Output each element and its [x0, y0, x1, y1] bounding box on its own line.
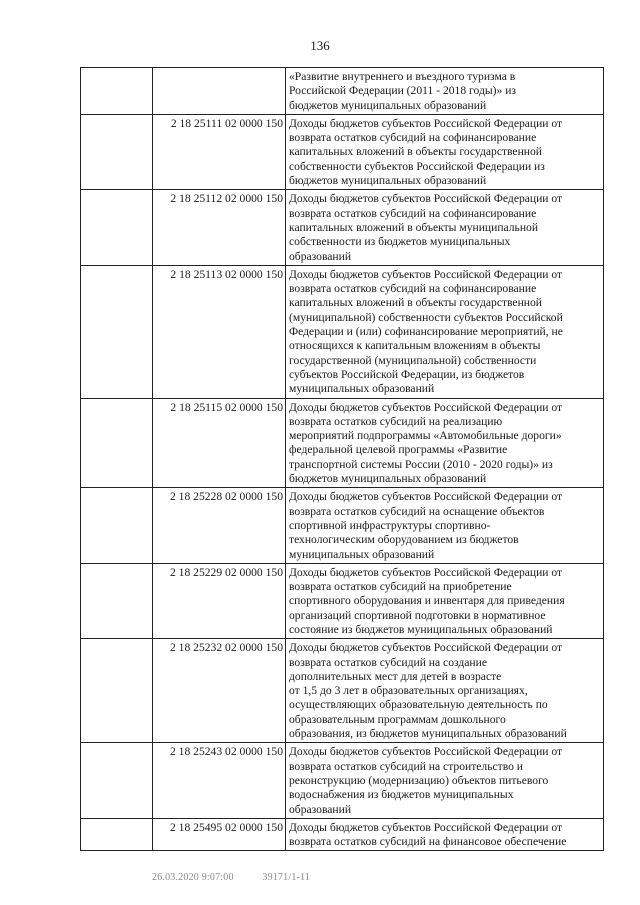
table-row: [81, 398, 604, 488]
income-codes-table: [80, 67, 604, 851]
code-cell: [153, 68, 286, 115]
code-cell: 2 18 25113 02 0000 150: [153, 265, 286, 398]
table-row: [81, 488, 604, 563]
table-row: [81, 639, 604, 743]
blank-cell: [81, 190, 153, 265]
table-row: [81, 114, 604, 189]
blank-cell: [81, 398, 153, 488]
blank-cell: [81, 563, 153, 638]
description-cell: Доходы бюджетов субъектов Российской Федерации от возврата остатков субсидий на софинансирование капитальных вложений в объекты муниципальной собственности из бюджетов муниципальных образований: [286, 190, 604, 265]
blank-cell: [81, 488, 153, 563]
table-row: [81, 68, 604, 115]
code-cell: 2 18 25228 02 0000 150: [153, 488, 286, 563]
table-row: [81, 818, 604, 851]
blank-cell: [81, 265, 153, 398]
code-cell: 2 18 25243 02 0000 150: [153, 743, 286, 818]
blank-cell: [81, 818, 153, 851]
document-id: 39171/1-11: [262, 872, 311, 883]
code-cell: 2 18 25229 02 0000 150: [153, 563, 286, 638]
table-row: [81, 190, 604, 265]
description-cell: Доходы бюджетов субъектов Российской Федерации от возврата остатков субсидий на приобретение спортивного оборудования и инвентаря для приведения организаций спортивной подготовки в нормативное состояние из бюджетов муниципальных образований: [286, 563, 604, 638]
description-cell: «Развитие внутреннего и въездного туризма в Российской Федерации (2011 - 2018 годы)» из бюджетов муниципальных образований: [286, 68, 604, 115]
code-cell: 2 18 25495 02 0000 150: [153, 818, 286, 851]
description-cell: Доходы бюджетов субъектов Российской Федерации от возврата остатков субсидий на софинансирование капитальных вложений в объекты государственной собственности субъектов Российской Федерации из бюджетов муниципальных образований: [286, 114, 604, 189]
blank-cell: [81, 743, 153, 818]
blank-cell: [81, 114, 153, 189]
description-cell: Доходы бюджетов субъектов Российской Федерации от возврата остатков субсидий на реализацию мероприятий подпрограммы «Автомобильные дороги» федеральной целевой программы «Развитие транспортной системы России (2010 - 2020 годы)» из бюджетов муниципальных образований: [286, 398, 604, 488]
code-cell: 2 18 25112 02 0000 150: [153, 190, 286, 265]
description-cell: Доходы бюджетов субъектов Российской Федерации от возврата остатков субсидий на создание дополнительных мест для детей в возрасте от 1,5 до 3 лет в образовательных организациях, осуществляющих образовательную деятельность по образовательным программам дошкольного образования, из бюджетов муниципальных образований: [286, 639, 604, 743]
table-row: [81, 743, 604, 818]
table-row: [81, 265, 604, 398]
page-number: 136: [310, 38, 330, 53]
code-cell: 2 18 25111 02 0000 150: [153, 114, 286, 189]
blank-cell: [81, 68, 153, 115]
description-cell: Доходы бюджетов субъектов Российской Федерации от возврата остатков субсидий на строительство и реконструкцию (модернизацию) объектов питьевого водоснабжения из бюджетов муниципальных образований: [286, 743, 604, 818]
print-footer: [152, 872, 336, 883]
description-cell: Доходы бюджетов субъектов Российской Федерации от возврата остатков субсидий на софинансирование капитальных вложений в объекты государственной (муниципальной) собственности субъектов Российской Федерации и (или) софинансирование мероприятий, не относящихся к капитальным вложениям в объекты государственной (муниципальной) собственности субъектов Российской Федерации, из бюджетов муниципальных образований: [286, 265, 604, 398]
table-row: [81, 563, 604, 638]
description-cell: Доходы бюджетов субъектов Российской Федерации от возврата остатков субсидий на финансовое обеспечение: [286, 818, 604, 851]
print-timestamp: 26.03.2020 9:07:00: [152, 872, 234, 883]
blank-cell: [81, 639, 153, 743]
code-cell: 2 18 25115 02 0000 150: [153, 398, 286, 488]
code-cell: 2 18 25232 02 0000 150: [153, 639, 286, 743]
description-cell: Доходы бюджетов субъектов Российской Федерации от возврата остатков субсидий на оснащение объектов спортивной инфраструктуры спортивно- технологическим оборудованием из бюджетов муниципальных образований: [286, 488, 604, 563]
